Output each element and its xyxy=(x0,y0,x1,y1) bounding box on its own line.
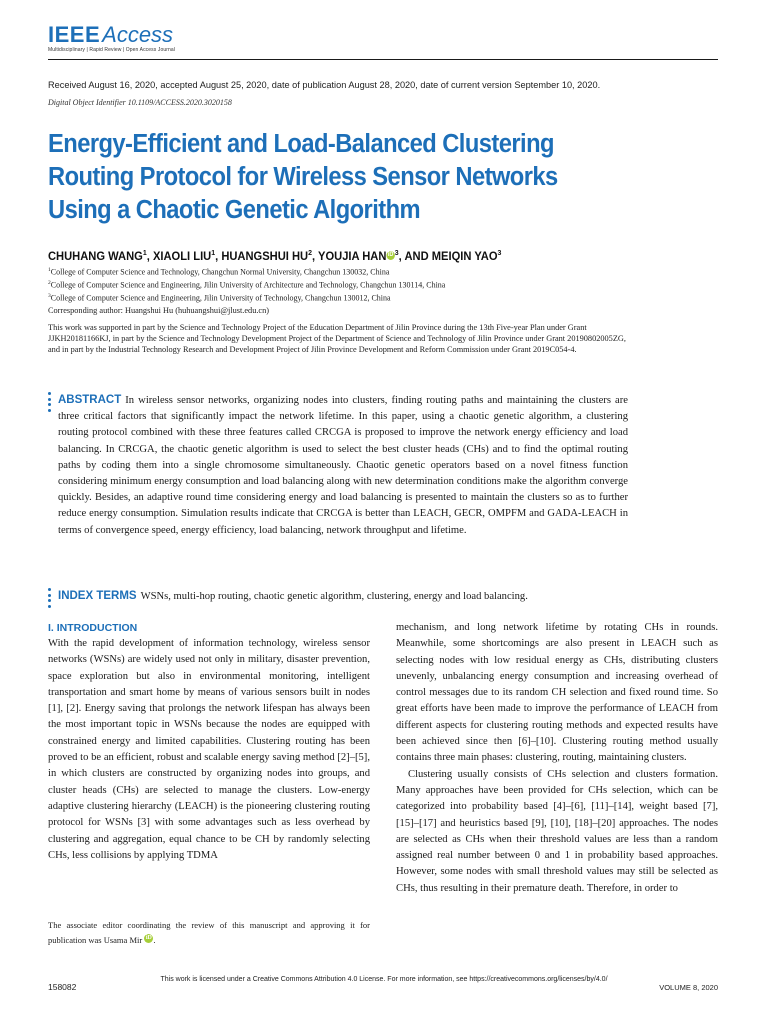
affiliation-text: College of Computer Science and Technology, Changchun Normal University, Changchun 130032, China xyxy=(50,267,390,277)
affiliation-text: College of Computer Science and Engineering, Jilin University of Architecture and Technology, Changchun 130114, China xyxy=(50,280,446,290)
doi-line: Digital Object Identifier 10.1109/ACCESS.2020.3020158 xyxy=(48,98,232,107)
received-dates: Received August 16, 2020, accepted August 25, 2020, date of publication August 28, 2020, date of current version September 10, 2020. xyxy=(48,80,601,90)
author-separator: , xyxy=(146,249,153,263)
author-separator: , xyxy=(215,249,222,263)
index-terms xyxy=(58,588,628,605)
abstract xyxy=(58,392,628,539)
orcid-icon[interactable]: iD xyxy=(145,935,152,941)
logo-ieee-text: IEEE xyxy=(48,22,101,47)
affiliation-text: College of Computer Science and Engineering, Jilin University of Technology, Changchun 130012, China xyxy=(50,293,391,303)
paragraph: Clustering usually consists of CHs selection and clusters formation. Many approaches have been provided for CHs selection, which can be categorized into probability based [4]–[6], [11]–[14], weight based [7], [15]–[17] and heuristics based [9], [10], [18]–[20] approaches. The nodes are selected as CHs when their threshold values are less than a random assigned real number between 0 and 1 in probability based approaches. However, some nodes with small threshold values may still be selected as CHs, thus resulting in their premature death. Therefore, in order to xyxy=(396,768,718,894)
affiliation-sup: 1 xyxy=(48,267,51,273)
index-terms-marker-icon xyxy=(48,588,52,610)
editor-note: The associate editor coordinating the review of this manuscript and approving it for publication was Usama Mir iD . xyxy=(48,920,370,945)
left-column-text: With the rapid development of information technology, wireless sensor networks (WSNs) are widely used not only in military, disaster prevention, space exploration but also in environmental monitoring, intelligent transportation and smart home by means of various sensors built in nodes [1], [2]. Energy saving that prolongs the network lifespan has always been the most important topic in WSNs because the nodes are equipped with constrained energy and limited capabilities. Clustering routing has been proved to be an efficient, robust and scalable energy saving method [2]–[5], in which clusters are constructed by organizing nodes into groups, and cluster heads (CHs) are selected to manage the clusters. Low-energy adaptive clustering hierarchy (LEACH) is the pioneering clustering routing protocol for WSNs [3] with some advantages such as less overhead by clustering and aggregation, equal chance to be CH by randomly selecting CHs, less collisions by applying TDMA xyxy=(48,638,370,861)
paper-title: Energy-Efficient and Load-Balanced Clustering Routing Protocol for Wireless Sensor Networks Using a Chaotic Genetic Algorithm xyxy=(48,130,558,224)
index-terms-text: WSNs, multi-hop routing, chaotic genetic algorithm, clustering, energy and load balancing. xyxy=(140,591,528,602)
logo-access-text: Access xyxy=(102,22,174,47)
author-separator: , xyxy=(312,249,319,263)
author-affil-sup: 2 xyxy=(308,248,313,257)
author-affil-sup: 3 xyxy=(497,248,502,257)
author-separator: , AND xyxy=(398,249,432,263)
author-affil-sup: 3 xyxy=(394,248,399,257)
affiliations xyxy=(48,265,445,304)
author-affil-sup: 1 xyxy=(142,248,147,257)
affiliation-sup: 3 xyxy=(48,293,51,300)
journal-tagline: Multidisciplinary | Rapid Review | Open Access Journal xyxy=(48,47,175,53)
volume-label: VOLUME 8, 2020 xyxy=(659,983,718,992)
header-divider xyxy=(48,59,718,60)
affiliation-line xyxy=(48,291,445,304)
abstract-text: In wireless sensor networks, organizing nodes into clusters, finding routing paths and maintaining the clusters are three critical factors that significantly impact the network lifetime. In this paper, using a chaotic genetic algorithm, a clustering routing protocol combined with these three features called CRCGA is proposed to improve the network energy efficiency and load balancing. In CRCGA, the chaotic genetic algorithm is used to select the best cluster heads (CHs) and to find the optimal routing paths by coding them into a single chromosome simultaneously. Chaotic genetic operators based on a novel fitness function considering minimum energy consumption and load balancing along with new determination conditions make the algorithm converge quickly. Besides, an adaptive round time considering energy and load balancing is presented to maintain the clusters so as to further reduce energy consumption. Simulation results indicate that CRCGA is better than LEACH, GECR, OMPFM and GADA-LEACH in terms of convergence speed, energy efficiency, load balancing, network throughput and lifetime. xyxy=(58,395,628,536)
right-column xyxy=(396,620,718,897)
author-name: YOUJIA HAN xyxy=(318,249,387,263)
affiliation-line xyxy=(48,265,445,278)
author-list xyxy=(48,248,501,263)
author-name: MEIQIN YAO xyxy=(431,249,498,263)
section-heading: I. INTRODUCTION xyxy=(48,622,138,634)
page-number: 158082 xyxy=(48,982,77,992)
journal-logo xyxy=(48,22,173,48)
license-notice[interactable]: This work is licensed under a Creative Commons Attribution 4.0 License. For more information, see https://creativecommons.org/licenses/by/4.0/ xyxy=(160,976,608,983)
funding-statement: This work was supported in part by the Science and Technology Project of the Education Department of Jilin Province during the 13th Five-year Plan under Grant JJKH20181166KJ, in part by the Science and Technology Development Project of the Department of Science and Technology of Jilin Province under Grant 20190802005ZG, and in part by the Industrial Technology Research and Development Project of Jilin Province Development and Reform Commission under Grant 2019C054-4. xyxy=(48,323,626,355)
author-name: XIAOLI LIU xyxy=(152,249,212,263)
abstract-marker-icon xyxy=(48,392,52,414)
index-terms-label: INDEX TERMS xyxy=(58,590,137,602)
affiliation-sup: 2 xyxy=(48,280,51,287)
author-name: HUANGSHUI HU xyxy=(221,249,309,263)
orcid-icon[interactable]: iD xyxy=(387,252,394,258)
editor-note-text: The associate editor coordinating the review of this manuscript and approving it for publication was Usama Mir xyxy=(48,920,370,945)
paragraph: mechanism, and long network lifetime by rotating CHs in rounds. Meanwhile, some shortcomings are also present in LEACH such as selecting nodes with low residual energy as CHs, distributing clusters unevenly, unbalancing energy consumption and increasing overhead of control messages due to its random CH selection and fixed round time. So great efforts have been made to improve the performance of LEACH from different aspects for clustering routing methods and expected results have been achieved since then [6]–[10]. Clustering routing method usually contains three main phases: clustering, routing, maintaining clusters. xyxy=(396,622,718,764)
corresponding-author: Corresponding author: Huangshui Hu (huhuangshui@jlust.edu.cn) xyxy=(48,306,270,315)
author-affil-sup: 1 xyxy=(211,248,216,257)
abstract-label: ABSTRACT xyxy=(58,394,122,406)
affiliation-line xyxy=(48,278,445,291)
author-name: CHUHANG WANG xyxy=(48,249,143,263)
